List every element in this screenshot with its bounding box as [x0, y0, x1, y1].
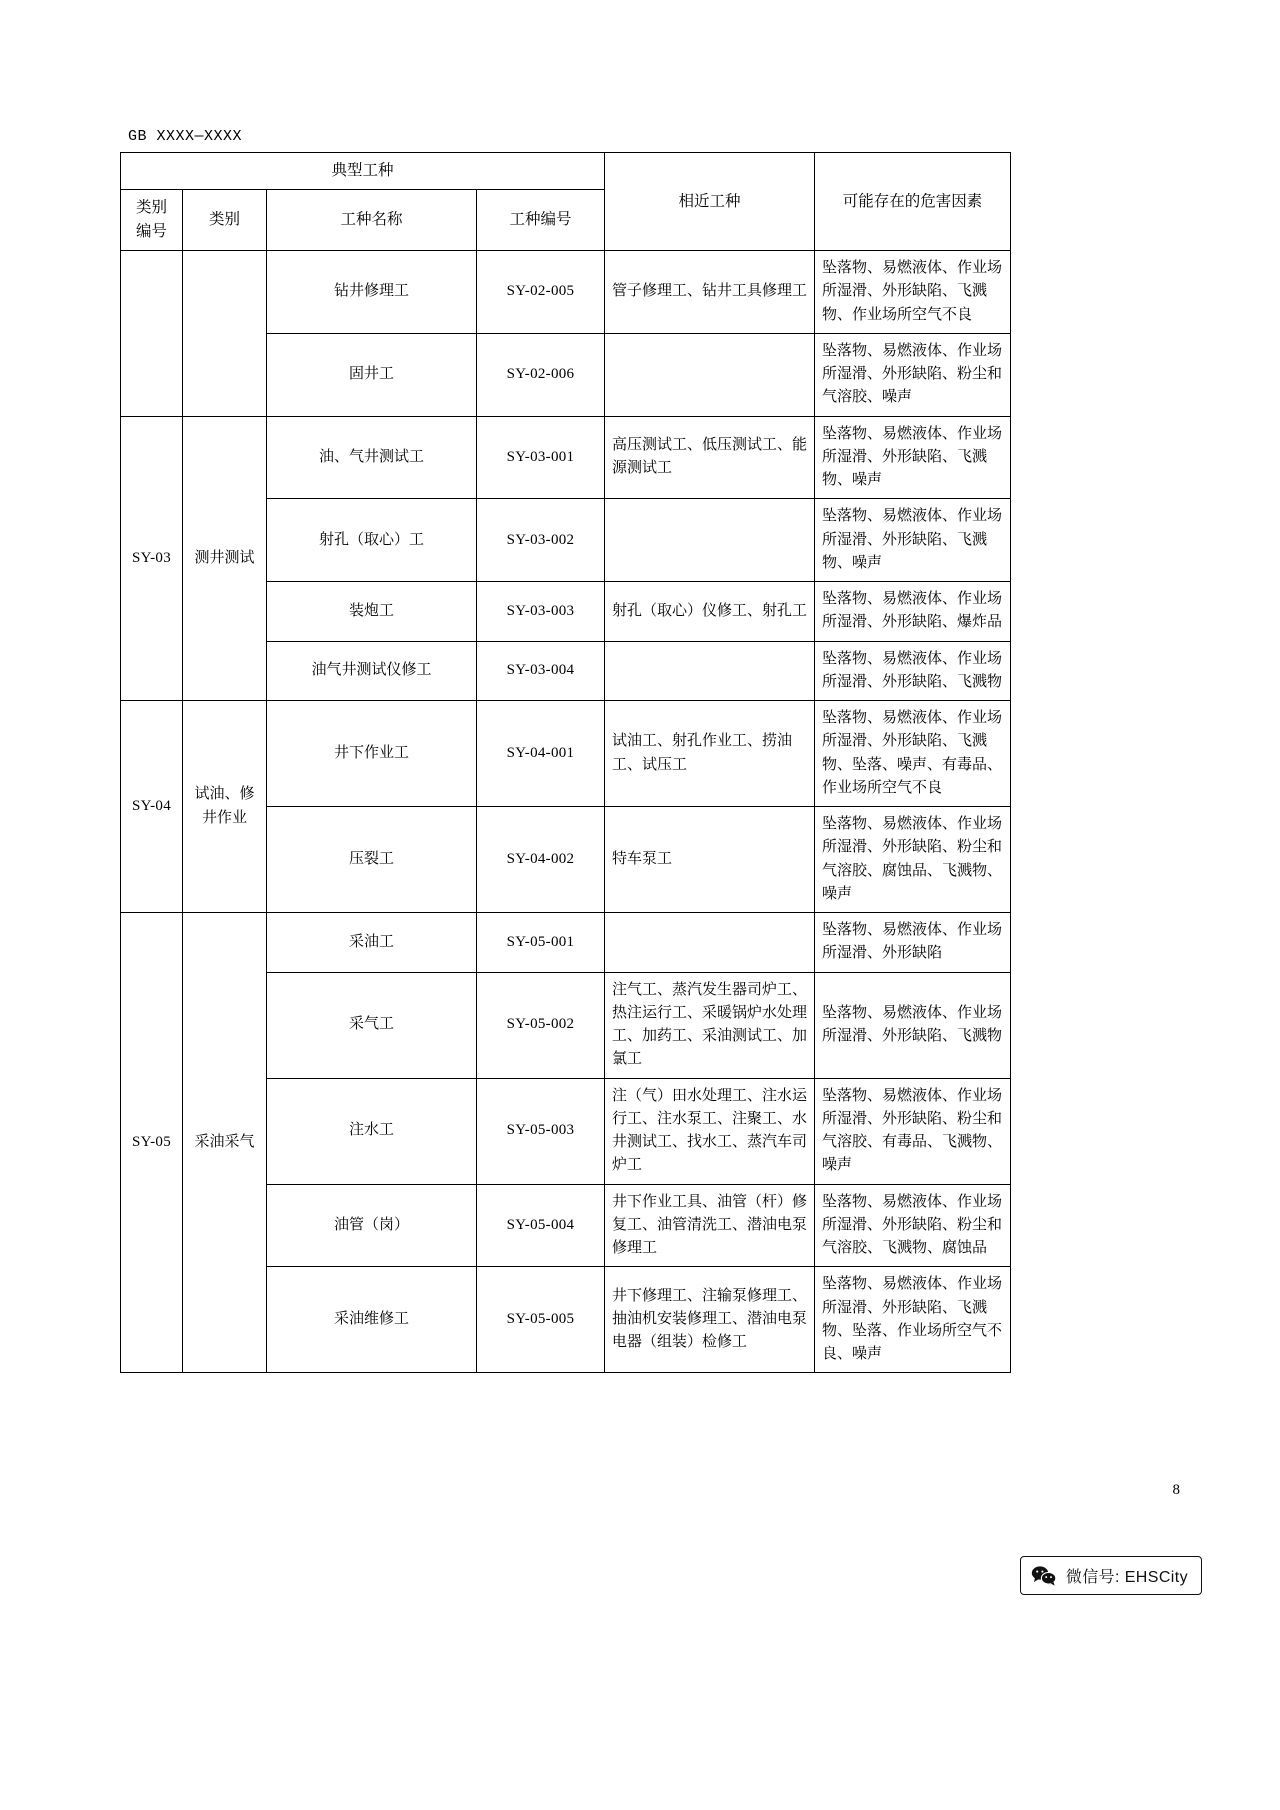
cell-hazards: 坠落物、易燃液体、作业场所湿滑、外形缺陷、飞溅物 — [815, 641, 1011, 701]
cell-hazards: 坠落物、易燃液体、作业场所湿滑、外形缺陷、粉尘和气溶胶、噪声 — [815, 333, 1011, 416]
cell-similar-jobs: 注（气）田水处理工、注水运行工、注水泵工、注聚工、水井测试工、找水工、蒸汽车司炉工 — [605, 1078, 815, 1184]
cell-job-code: SY-03-002 — [477, 499, 605, 582]
cell-similar-jobs: 注气工、蒸汽发生器司炉工、热注运行工、采暖锅炉水处理工、加药工、采油测试工、加氯工 — [605, 972, 815, 1078]
page-number: 8 — [1172, 1482, 1180, 1498]
cell-similar-jobs: 射孔（取心）仪修工、射孔工 — [605, 582, 815, 642]
table-row — [121, 913, 1011, 973]
cell-job-code: SY-05-002 — [477, 972, 605, 1078]
cell-category-code — [121, 251, 183, 417]
cell-job-name: 采油工 — [267, 913, 477, 973]
cell-hazards: 坠落物、易燃液体、作业场所湿滑、外形缺陷、爆炸品 — [815, 582, 1011, 642]
cell-job-name: 井下作业工 — [267, 701, 477, 807]
cell-similar-jobs — [605, 333, 815, 416]
standard-number: GB XXXX—XXXX — [128, 128, 243, 145]
cell-similar-jobs: 井下修理工、注输泵修理工、抽油机安装修理工、潜油电泵电器（组装）检修工 — [605, 1267, 815, 1373]
cell-job-code: SY-02-006 — [477, 333, 605, 416]
cell-hazards: 坠落物、易燃液体、作业场所湿滑、外形缺陷、飞溅物 — [815, 972, 1011, 1078]
table-row — [121, 701, 1011, 807]
cell-category-code: SY-04 — [121, 701, 183, 913]
job-hazard-table — [120, 152, 1011, 1373]
wechat-label: 微信号: EHSCity — [1065, 1569, 1188, 1586]
cell-job-code: SY-04-002 — [477, 807, 605, 913]
header-category-code-line1: 类别 — [135, 199, 167, 217]
cell-similar-jobs — [605, 641, 815, 701]
cell-job-code: SY-05-005 — [477, 1267, 605, 1373]
header-category-code — [121, 190, 183, 251]
cell-job-name: 油气井测试仪修工 — [267, 641, 477, 701]
cell-hazards: 坠落物、易燃液体、作业场所湿滑、外形缺陷、粉尘和气溶胶、飞溅物、腐蚀品 — [815, 1184, 1011, 1267]
cell-job-name: 采油维修工 — [267, 1267, 477, 1373]
cell-job-code: SY-05-004 — [477, 1184, 605, 1267]
cell-similar-jobs: 井下作业工具、油管（杆）修复工、油管清洗工、潜油电泵修理工 — [605, 1184, 815, 1267]
cell-category: 测井测试 — [183, 416, 267, 701]
cell-hazards: 坠落物、易燃液体、作业场所湿滑、外形缺陷、粉尘和气溶胶、腐蚀品、飞溅物、噪声 — [815, 807, 1011, 913]
cell-job-code: SY-02-005 — [477, 251, 605, 334]
header-group-typical-jobs: 典型工种 — [121, 153, 605, 190]
cell-job-name: 油管（岗） — [267, 1184, 477, 1267]
cell-category — [183, 251, 267, 417]
cell-job-name: 采气工 — [267, 972, 477, 1078]
cell-category: 试油、修井作业 — [183, 701, 267, 913]
cell-job-name: 压裂工 — [267, 807, 477, 913]
cell-category: 采油采气 — [183, 913, 267, 1373]
cell-category-code: SY-03 — [121, 416, 183, 701]
cell-similar-jobs: 试油工、射孔作业工、捞油工、试压工 — [605, 701, 815, 807]
cell-similar-jobs — [605, 499, 815, 582]
cell-hazards: 坠落物、易燃液体、作业场所湿滑、外形缺陷、粉尘和气溶胶、有毒品、飞溅物、噪声 — [815, 1078, 1011, 1184]
cell-similar-jobs: 管子修理工、钻井工具修理工 — [605, 251, 815, 334]
cell-job-code: SY-05-003 — [477, 1078, 605, 1184]
cell-category-code: SY-05 — [121, 913, 183, 1373]
cell-job-code: SY-03-004 — [477, 641, 605, 701]
cell-job-name: 射孔（取心）工 — [267, 499, 477, 582]
cell-hazards: 坠落物、易燃液体、作业场所湿滑、外形缺陷、飞溅物、坠落、作业场所空气不良、噪声 — [815, 1267, 1011, 1373]
cell-hazards: 坠落物、易燃液体、作业场所湿滑、外形缺陷、飞溅物、噪声 — [815, 416, 1011, 499]
table-row — [121, 251, 1011, 334]
cell-hazards: 坠落物、易燃液体、作业场所湿滑、外形缺陷 — [815, 913, 1011, 973]
cell-similar-jobs: 高压测试工、低压测试工、能源测试工 — [605, 416, 815, 499]
header-similar-jobs: 相近工种 — [605, 153, 815, 251]
table-row — [121, 416, 1011, 499]
header-category: 类别 — [183, 190, 267, 251]
header-job-code: 工种编号 — [477, 190, 605, 251]
cell-hazards: 坠落物、易燃液体、作业场所湿滑、外形缺陷、飞溅物、噪声 — [815, 499, 1011, 582]
cell-job-code: SY-04-001 — [477, 701, 605, 807]
cell-similar-jobs: 特车泵工 — [605, 807, 815, 913]
header-hazards: 可能存在的危害因素 — [815, 153, 1011, 251]
cell-job-name: 油、气井测试工 — [267, 416, 477, 499]
wechat-icon — [1031, 1565, 1057, 1587]
header-category-code-line2: 编号 — [135, 223, 167, 241]
wechat-badge — [1020, 1556, 1202, 1595]
cell-hazards: 坠落物、易燃液体、作业场所湿滑、外形缺陷、飞溅物、作业场所空气不良 — [815, 251, 1011, 334]
cell-job-name: 固井工 — [267, 333, 477, 416]
cell-similar-jobs — [605, 913, 815, 973]
table-header-row-1 — [121, 153, 1011, 190]
cell-job-code: SY-03-003 — [477, 582, 605, 642]
cell-job-code: SY-05-001 — [477, 913, 605, 973]
cell-job-name: 注水工 — [267, 1078, 477, 1184]
cell-hazards: 坠落物、易燃液体、作业场所湿滑、外形缺陷、飞溅物、坠落、噪声、有毒品、作业场所空气不良 — [815, 701, 1011, 807]
header-job-name: 工种名称 — [267, 190, 477, 251]
cell-job-name: 装炮工 — [267, 582, 477, 642]
cell-job-code: SY-03-001 — [477, 416, 605, 499]
cell-job-name: 钻井修理工 — [267, 251, 477, 334]
